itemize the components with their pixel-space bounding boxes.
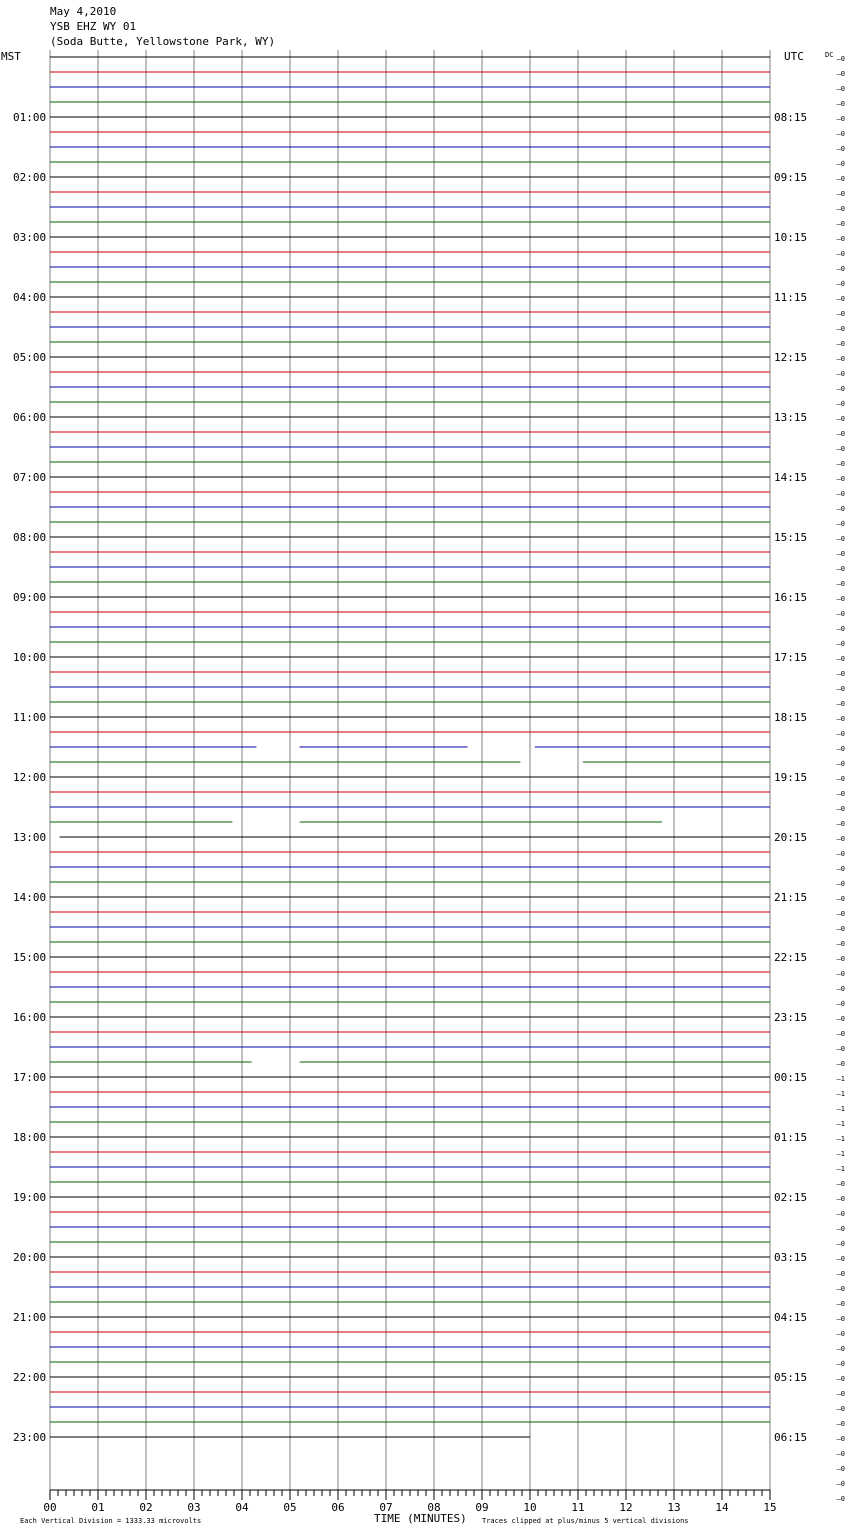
dc-header-label: DC — [825, 51, 834, 59]
right-hour-label: 06:15 — [774, 1431, 808, 1444]
left-hour-label: 07:00 — [13, 471, 47, 484]
dc-offset-label: –0 — [836, 1270, 845, 1278]
clip-note: Traces clipped at plus/minus 5 vertical divisions — [482, 1517, 689, 1525]
left-hour-label: 14:00 — [13, 891, 47, 904]
right-hour-label: 11:15 — [774, 291, 808, 304]
dc-offset-label: –0 — [836, 1495, 845, 1503]
dc-offset-label: –0 — [836, 1375, 845, 1383]
x-tick-label: 06 — [331, 1501, 345, 1514]
dc-offset-label: –0 — [836, 160, 845, 168]
left-hour-label: 22:00 — [13, 1371, 47, 1384]
dc-offset-label: –0 — [836, 355, 845, 363]
left-hour-label: 19:00 — [13, 1191, 47, 1204]
x-tick-label: 11 — [571, 1501, 585, 1514]
right-hour-label: 09:15 — [774, 171, 808, 184]
right-hour-label: 22:15 — [774, 951, 808, 964]
dc-offset-label: –0 — [836, 610, 845, 618]
dc-offset-label: –0 — [836, 1210, 845, 1218]
right-hour-label: 23:15 — [774, 1011, 808, 1024]
dc-offset-label: –1 — [836, 1135, 845, 1143]
dc-offset-label: –0 — [836, 1360, 845, 1368]
dc-offset-label: –0 — [836, 190, 845, 198]
dc-offset-label: –0 — [836, 1420, 845, 1428]
dc-offset-label: –0 — [836, 1390, 845, 1398]
left-hour-label: 18:00 — [13, 1131, 47, 1144]
right-hour-label: 12:15 — [774, 351, 808, 364]
dc-offset-label: –0 — [836, 880, 845, 888]
dc-offset-label: –0 — [836, 565, 845, 573]
left-hour-label: 04:00 — [13, 291, 47, 304]
header-date: May 4,2010 — [50, 5, 117, 18]
left-hour-label: 11:00 — [13, 711, 47, 724]
dc-offset-label: –0 — [836, 955, 845, 963]
left-hour-label: 08:00 — [13, 531, 47, 544]
right-hour-label: 04:15 — [774, 1311, 808, 1324]
dc-offset-label: –0 — [836, 1045, 845, 1053]
x-tick-label: 09 — [475, 1501, 489, 1514]
x-tick-label: 01 — [91, 1501, 105, 1514]
dc-offset-label: –0 — [836, 535, 845, 543]
dc-offset-label: –0 — [836, 580, 845, 588]
dc-offset-label: –0 — [836, 805, 845, 813]
x-tick-label: 00 — [43, 1501, 57, 1514]
dc-offset-label: –0 — [836, 520, 845, 528]
time-labels — [13, 55, 845, 1503]
left-hour-label: 13:00 — [13, 831, 47, 844]
right-hour-label: 00:15 — [774, 1071, 808, 1084]
dc-offset-label: –0 — [836, 850, 845, 858]
right-hour-label: 01:15 — [774, 1131, 808, 1144]
dc-offset-label: –0 — [836, 370, 845, 378]
dc-offset-label: –0 — [836, 400, 845, 408]
dc-offset-label: –0 — [836, 115, 845, 123]
dc-offset-label: –0 — [836, 1015, 845, 1023]
right-hour-label: 10:15 — [774, 231, 808, 244]
left-hour-label: 12:00 — [13, 771, 47, 784]
left-hour-label: 05:00 — [13, 351, 47, 364]
right-hour-label: 15:15 — [774, 531, 808, 544]
right-hour-label: 16:15 — [774, 591, 808, 604]
x-tick-label: 05 — [283, 1501, 297, 1514]
dc-offset-label: –0 — [836, 325, 845, 333]
dc-offset-label: –0 — [836, 1435, 845, 1443]
dc-offset-label: –0 — [836, 1180, 845, 1188]
dc-offset-label: –0 — [836, 235, 845, 243]
dc-offset-label: –0 — [836, 790, 845, 798]
dc-offset-label: –0 — [836, 715, 845, 723]
dc-offset-label: –0 — [836, 265, 845, 273]
right-hour-label: 21:15 — [774, 891, 808, 904]
dc-offset-label: –0 — [836, 985, 845, 993]
x-tick-label: 12 — [619, 1501, 633, 1514]
dc-offset-label: –0 — [836, 655, 845, 663]
left-hour-label: 02:00 — [13, 171, 47, 184]
dc-offset-label: –0 — [836, 730, 845, 738]
dc-offset-label: –0 — [836, 640, 845, 648]
dc-offset-label: –0 — [836, 910, 845, 918]
left-hour-label: 16:00 — [13, 1011, 47, 1024]
left-timezone-label: MST — [1, 50, 21, 63]
x-tick-label: 13 — [667, 1501, 681, 1514]
dc-offset-label: –0 — [836, 280, 845, 288]
dc-offset-label: –0 — [836, 250, 845, 258]
right-hour-label: 02:15 — [774, 1191, 808, 1204]
dc-offset-label: –0 — [836, 1000, 845, 1008]
dc-offset-label: –0 — [836, 415, 845, 423]
left-hour-label: 15:00 — [13, 951, 47, 964]
dc-offset-label: –1 — [836, 1150, 845, 1158]
header-station: YSB EHZ WY 01 — [50, 20, 137, 33]
dc-offset-label: –1 — [836, 1075, 845, 1083]
x-tick-label: 10 — [523, 1501, 537, 1514]
right-hour-label: 08:15 — [774, 111, 808, 124]
dc-offset-label: –0 — [836, 205, 845, 213]
dc-offset-label: –0 — [836, 1195, 845, 1203]
dc-offset-label: –0 — [836, 310, 845, 318]
left-hour-label: 23:00 — [13, 1431, 47, 1444]
dc-offset-label: –0 — [836, 940, 845, 948]
dc-offset-label: –0 — [836, 1330, 845, 1338]
grid-lines — [50, 50, 770, 1490]
dc-offset-label: –0 — [836, 685, 845, 693]
x-tick-label: 08 — [427, 1501, 441, 1514]
dc-offset-label: –0 — [836, 895, 845, 903]
x-tick-label: 07 — [379, 1501, 393, 1514]
left-hour-label: 17:00 — [13, 1071, 47, 1084]
left-hour-label: 09:00 — [13, 591, 47, 604]
dc-offset-label: –0 — [836, 1255, 845, 1263]
dc-offset-label: –0 — [836, 445, 845, 453]
dc-offset-label: –0 — [836, 745, 845, 753]
right-hour-label: 19:15 — [774, 771, 808, 784]
dc-offset-label: –0 — [836, 385, 845, 393]
x-tick-label: 04 — [235, 1501, 249, 1514]
dc-offset-label: –1 — [836, 1090, 845, 1098]
right-hour-label: 03:15 — [774, 1251, 808, 1264]
dc-offset-label: –0 — [836, 1405, 845, 1413]
dc-offset-label: –0 — [836, 475, 845, 483]
dc-offset-label: –0 — [836, 340, 845, 348]
dc-offset-label: –1 — [836, 1120, 845, 1128]
right-timezone-label: UTC — [784, 50, 804, 63]
dc-offset-label: –0 — [836, 1060, 845, 1068]
dc-offset-label: –0 — [836, 1285, 845, 1293]
right-hour-label: 18:15 — [774, 711, 808, 724]
x-tick-label: 14 — [715, 1501, 729, 1514]
dc-offset-label: –0 — [836, 595, 845, 603]
dc-offset-label: –0 — [836, 550, 845, 558]
dc-offset-label: –0 — [836, 625, 845, 633]
x-axis-title: TIME (MINUTES) — [374, 1512, 467, 1525]
dc-offset-label: –0 — [836, 1345, 845, 1353]
dc-offset-label: –0 — [836, 100, 845, 108]
dc-offset-label: –0 — [836, 85, 845, 93]
dc-offset-label: –1 — [836, 1105, 845, 1113]
dc-offset-label: –0 — [836, 775, 845, 783]
dc-offset-label: –0 — [836, 865, 845, 873]
x-tick-label: 02 — [139, 1501, 153, 1514]
x-axis — [43, 1490, 776, 1514]
dc-offset-label: –0 — [836, 505, 845, 513]
x-tick-label: 03 — [187, 1501, 201, 1514]
dc-offset-label: –0 — [836, 145, 845, 153]
dc-offset-label: –0 — [836, 925, 845, 933]
dc-offset-label: –0 — [836, 430, 845, 438]
dc-offset-label: –0 — [836, 1465, 845, 1473]
dc-offset-label: –0 — [836, 1225, 845, 1233]
dc-offset-label: –0 — [836, 175, 845, 183]
left-hour-label: 21:00 — [13, 1311, 47, 1324]
dc-offset-label: –0 — [836, 670, 845, 678]
dc-offset-label: –0 — [836, 760, 845, 768]
dc-offset-label: –0 — [836, 1030, 845, 1038]
x-tick-label: 15 — [763, 1501, 777, 1514]
dc-offset-label: –1 — [836, 1165, 845, 1173]
dc-offset-label: –0 — [836, 70, 845, 78]
dc-offset-label: –0 — [836, 220, 845, 228]
dc-offset-label: –0 — [836, 460, 845, 468]
header-location: (Soda Butte, Yellowstone Park, WY) — [50, 35, 276, 48]
dc-offset-label: –0 — [836, 490, 845, 498]
left-hour-label: 03:00 — [13, 231, 47, 244]
right-hour-label: 13:15 — [774, 411, 808, 424]
left-hour-label: 20:00 — [13, 1251, 47, 1264]
dc-offset-label: –0 — [836, 820, 845, 828]
dc-offset-label: –0 — [836, 970, 845, 978]
dc-offset-label: –0 — [836, 1240, 845, 1248]
right-hour-label: 05:15 — [774, 1371, 808, 1384]
left-hour-label: 01:00 — [13, 111, 47, 124]
trace-lines — [50, 57, 770, 1437]
left-hour-label: 10:00 — [13, 651, 47, 664]
dc-offset-label: –0 — [836, 700, 845, 708]
dc-offset-label: –0 — [836, 1480, 845, 1488]
dc-offset-label: –0 — [836, 295, 845, 303]
dc-offset-label: –0 — [836, 835, 845, 843]
dc-offset-label: –0 — [836, 130, 845, 138]
scale-note: Each Vertical Division = 1333.33 microvolts — [20, 1517, 202, 1525]
right-hour-label: 20:15 — [774, 831, 808, 844]
dc-offset-label: –0 — [836, 1315, 845, 1323]
right-hour-label: 17:15 — [774, 651, 808, 664]
dc-offset-label: –0 — [836, 55, 845, 63]
left-hour-label: 06:00 — [13, 411, 47, 424]
dc-offset-label: –0 — [836, 1300, 845, 1308]
right-hour-label: 14:15 — [774, 471, 808, 484]
dc-offset-label: –0 — [836, 1450, 845, 1458]
